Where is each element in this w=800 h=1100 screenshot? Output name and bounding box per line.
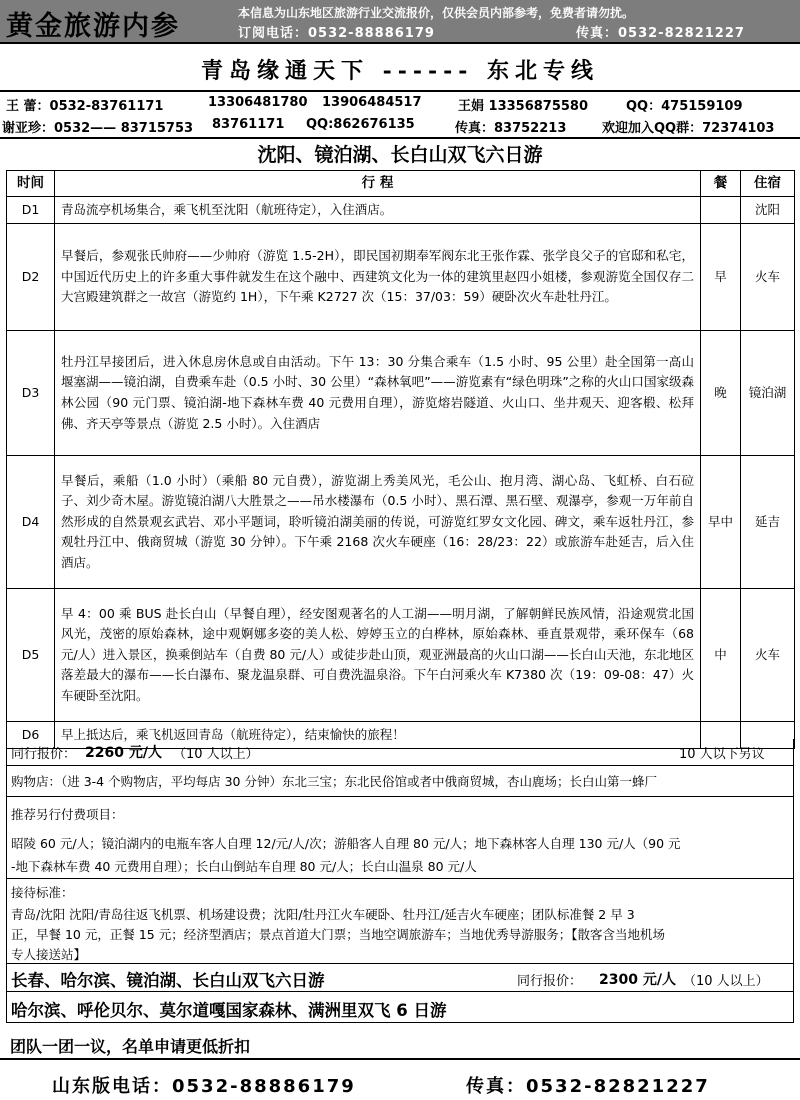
subscribe-phone: 订阅电话：0532-88886179 [238, 26, 435, 41]
contact-landline: 83761171 [212, 117, 285, 132]
contact-qq-group: 欢迎加入QQ群：72374103 [602, 121, 775, 136]
small-group-note: 10 人以下另议 [679, 747, 765, 762]
footer-phone: 山东版电话：0532-88886179 [52, 1076, 356, 1097]
day-hotel: 火车 [741, 224, 795, 331]
standards-title: 接待标准： [11, 885, 74, 900]
table-row [7, 589, 795, 722]
col-header-meal: 餐 [701, 171, 741, 197]
day-description: 牡丹江早接团后，进入休息房休息或自由活动。下午 13：30 分集合乘车（1.5 小时、95 公里）赴全国第一高山堰塞湖——镜泊湖，自费乘车赴（0.5 小时、30 公里）“森林氧吧”——游览素有“绿色明珠”之称的火山口国家级森林公园（90 元门票、镜泊湖-地下森林车费 40 元费用自理），游览熔岩隧道、火山口、坐井观天、迎客椴、松拜佛、齐天亭等景点（游览 2.5 小时）。入住酒店 [55, 331, 701, 456]
route-box-1 [6, 964, 794, 992]
day-description: 青岛流亭机场集合，乘飞机至沈阳（航班待定），入住酒店。 [55, 197, 701, 224]
footer-fax: 传真：0532-82821227 [466, 1076, 710, 1097]
day-label: D1 [7, 197, 55, 224]
agency-title: 青岛缘通天下 ------ 东北专线 [200, 58, 600, 84]
extras-title: 推荐另行付费项目： [11, 807, 124, 822]
route-box-2 [6, 992, 794, 1023]
contact-mobile-2: 13906484517 [322, 95, 422, 110]
day-hotel: 沈阳 [741, 197, 795, 224]
day-meal: 晚 [701, 331, 741, 456]
day-description: 早餐后，乘船（1.0 小时）（乘船 80 元自费），游览湖上秀美风光，毛公山、抱月湾、湖心岛、飞虹桥、白石砬子、刘少奇木屋。游览镜泊湖八大胜景之——吊水楼瀑布（0.5 小时）、黑石潭、黑石壁、观瀑亭，参观一万年前自然形成的自然景观玄武岩、邓小平题词，聆听镜泊湖美丽的传说，可游览红罗女文化园、碑文，乘车返牡丹江，参观牡丹江中、俄商贸城（游览 30 分钟）。下午乘 2168 次火车硬座（16：28/23：22）或旅游车赴延吉，后入住酒店。 [55, 456, 701, 589]
route-price: 2300 元/人 [599, 972, 676, 988]
route-name: 长春、哈尔滨、镜泊湖、长白山双飞六日游 [11, 971, 325, 990]
table-row [7, 456, 795, 589]
day-label: D6 [7, 722, 55, 749]
divider [0, 137, 800, 139]
day-meal [701, 197, 741, 224]
day-description: 早上抵达后，乘飞机返回青岛（航班待定），结束愉快的旅程！ [55, 722, 701, 749]
standards-line-1: 青岛/沈阳 沈阳/青岛往返飞机票、机场建设费；沈阳/牡丹江火车硬卧、牡丹江/延吉火车硬座；团队标准餐 2 早 3 [11, 907, 635, 922]
day-hotel: 延吉 [741, 456, 795, 589]
header-banner [0, 0, 800, 44]
day-description: 早餐后，参观张氏帅府——少帅府（游览 1.5-2H），即民国初期奉军阀东北王张作霖、张学良父子的官邸和私宅，中国近代历史上的许多重大事件就发生在这个融中、西建筑文化为一体的建筑里赵四小姐楼，参观游览全国仅存二大宫殿建筑群之一故宫（游览约 1H），下午乘 K2727 次（15：37/03：59）硬卧次火车赴牡丹江。 [55, 224, 701, 331]
header-fax: 传真：0532-82821227 [576, 26, 745, 41]
group-note: 团队一团一议，名单申请更低折扣 [10, 1037, 251, 1056]
day-label: D5 [7, 589, 55, 722]
divider [0, 90, 800, 92]
route-price-label: 同行报价： [517, 974, 583, 989]
contact-qq-2: QQ:862676135 [306, 117, 415, 132]
shopping-text: 购物店：（进 3-4 个购物店，平均每店 30 分钟）东北三宝；东北民俗馆或者中俄商贸城，杏山鹿场；长白山第一蜂厂 [11, 774, 657, 789]
shopping-box [6, 766, 794, 797]
contact-xie-yazhen: 谢亚珍：0532—— 83715753 [2, 121, 194, 136]
table-row [7, 224, 795, 331]
day-label: D2 [7, 224, 55, 331]
itinerary-table [6, 170, 795, 749]
day-meal: 早 [701, 224, 741, 331]
day-description: 早 4：00 乘 BUS 赴长白山（早餐自理），经安图观著名的人工湖——明月湖，了解朝鲜民族风情，沿途观赏北国风光，茂密的原始森林，途中观婀娜多姿的美人松、婷婷玉立的白桦林，原始森林、垂直景观带，乘环保车（68 元/人）进入景区，换乘倒站车（自费 80 元/人）或徒步赴山顶，观亚洲最高的火山口湖——长白山天池，东北地区落差最大的瀑布——长白瀑布、聚龙温泉群、可自费洗温泉浴。下午白河乘火车 K7380 次（19：09-08：47）火车硬卧至沈阳。 [55, 589, 701, 722]
divider [0, 1058, 800, 1060]
col-header-hotel: 住宿 [741, 171, 795, 197]
contact-wang-juan: 王娟 13356875580 [458, 99, 589, 114]
day-hotel: 火车 [741, 589, 795, 722]
price-value: 2260 元/人 [85, 745, 162, 761]
route-name: 哈尔滨、呼伦贝尔、莫尔道嘎国家森林、满洲里双飞 6 日游 [11, 1001, 447, 1020]
tour-title: 沈阳、镜泊湖、长白山双飞六日游 [257, 144, 543, 166]
price-box [6, 739, 794, 766]
price-note: （10 人以上） [173, 747, 259, 762]
contact-mobile-1: 13306481780 [208, 95, 308, 110]
route-price-note: （10 人以上） [683, 974, 769, 989]
table-row [7, 197, 795, 224]
extras-line-1: 昭陵 60 元/人；镜泊湖内的电瓶车客人自理 12/元/人/次；游船客人自理 80 元/人；地下森林客人自理 130 元/人（90 元 [11, 836, 681, 851]
table-header-row [7, 171, 795, 197]
day-label: D4 [7, 456, 55, 589]
table-row [7, 331, 795, 456]
col-header-itinerary: 行 程 [55, 171, 701, 197]
price-label: 同行报价： [11, 747, 77, 762]
standards-line-2: 正，早餐 10 元，正餐 15 元；经济型酒店；景点首道大门票；当地空调旅游车；当地优秀导游服务；【散客含当地机场 [11, 927, 665, 942]
col-header-time: 时间 [7, 171, 55, 197]
standards-box [6, 879, 794, 964]
extras-line-2: -地下森林车费 40 元费用自理）；长白山倒站车自理 80 元/人；长白山温泉 80 元/人 [11, 859, 477, 874]
day-meal: 中 [701, 589, 741, 722]
masthead-title: 黄金旅游内参 [6, 11, 180, 42]
day-label: D3 [7, 331, 55, 456]
contact-qq-1: QQ：475159109 [626, 99, 743, 114]
member-notice: 本信息为山东地区旅游行业交流报价，仅供会员内部参考，免费者请勿扰。 [238, 6, 635, 20]
contact-wang-lei: 王 蕾：0532-83761171 [6, 99, 164, 114]
standards-line-3: 专人接送站】 [11, 947, 87, 962]
day-meal: 早中 [701, 456, 741, 589]
contact-fax: 传真：83752213 [455, 121, 567, 136]
extras-box [6, 797, 794, 879]
day-hotel: 镜泊湖 [741, 331, 795, 456]
